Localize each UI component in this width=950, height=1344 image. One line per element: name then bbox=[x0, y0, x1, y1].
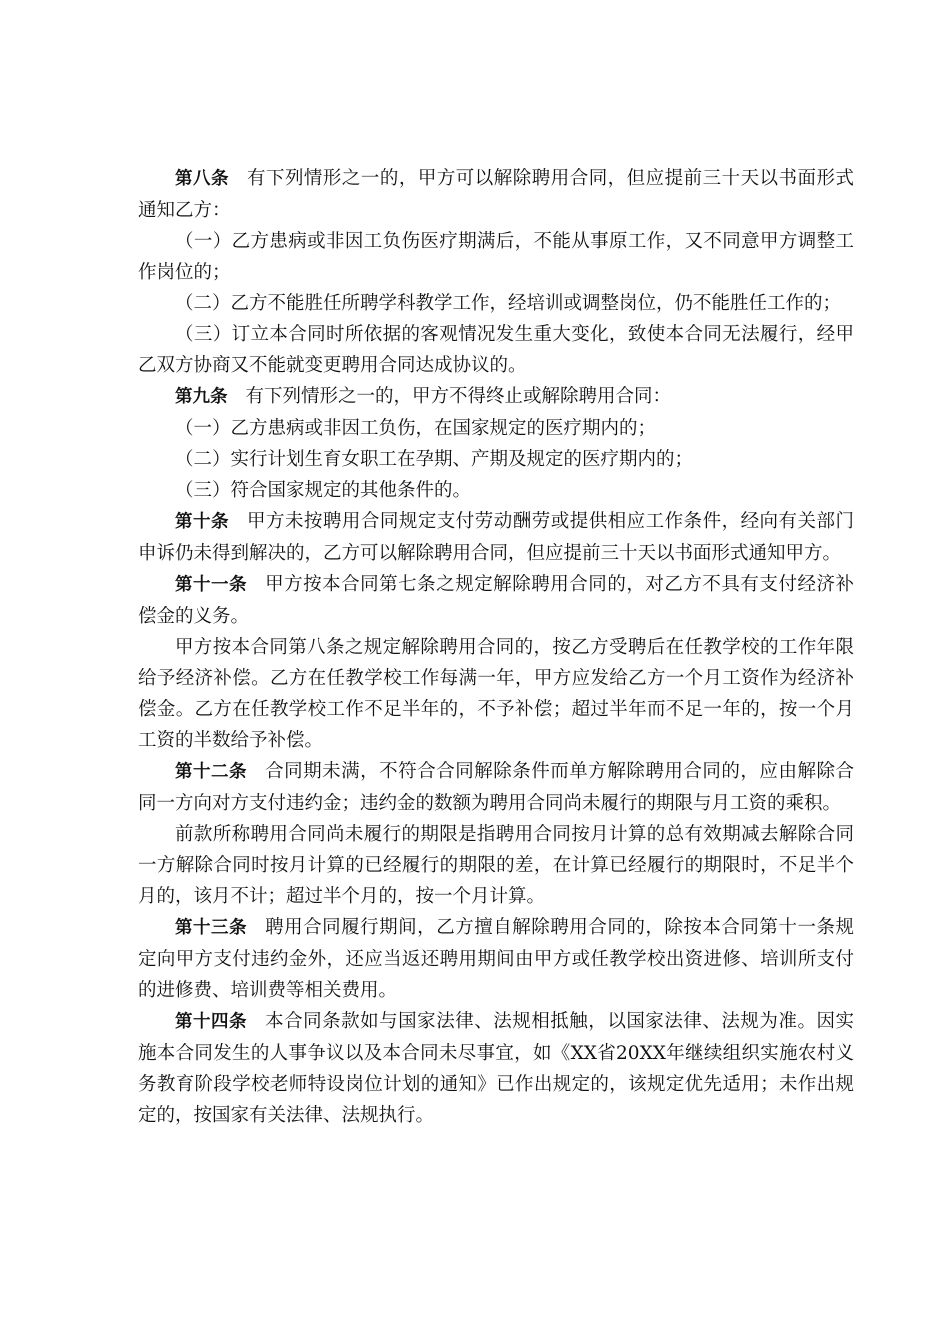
article-heading: 第十一条 bbox=[175, 575, 248, 595]
paragraph-text: 甲方未按聘用合同规定支付劳动酬劳或提供相应工作条件，经向有关部门申诉仍未得到解决的，乙方可以解除聘用合同，但应提前三十天以书面形式通知甲方。 bbox=[138, 511, 855, 564]
paragraph-text: 本合同条款如与国家法律、法规相抵触，以国家法律、法规为准。因实施本合同发生的人事争议以及本合同未尽事宜，如《XX省20XX年继续组织实施农村义务教育阶段学校老师特设岗位计划的通知》已作出规定的，该规定优先适用；未作出规定的，按国家有关法律、法规执行。 bbox=[138, 1011, 854, 1126]
paragraph-text: （二）实行计划生育女职工在孕期、产期及规定的医疗期内的； bbox=[175, 449, 694, 470]
article-12-para-2 bbox=[138, 819, 854, 912]
article-8-item-2 bbox=[138, 288, 854, 319]
article-heading: 第十四条 bbox=[175, 1012, 248, 1032]
article-10 bbox=[138, 506, 854, 569]
article-heading: 第九条 bbox=[175, 387, 228, 407]
article-11 bbox=[138, 569, 854, 632]
paragraph-text: 有下列情形之一的，甲方不得终止或解除聘用合同： bbox=[245, 386, 672, 407]
article-8-item-1 bbox=[138, 226, 854, 288]
article-12 bbox=[138, 756, 854, 819]
article-heading: 第十三条 bbox=[175, 918, 248, 938]
article-8-item-3 bbox=[138, 319, 854, 381]
article-9-item-1 bbox=[138, 413, 854, 444]
article-11-para-2 bbox=[138, 632, 854, 756]
article-heading: 第八条 bbox=[175, 169, 229, 189]
article-9-item-3 bbox=[138, 475, 854, 506]
article-heading: 第十条 bbox=[175, 512, 229, 532]
article-heading: 第十二条 bbox=[175, 762, 248, 782]
paragraph-text: 前款所称聘用合同尚未履行的期限是指聘用合同按月计算的总有效期减去解除合同一方解除合同时按月计算的已经履行的期限的差，在计算已经履行的期限时，不足半个月的，该月不计；超过半个月的，按一个月计算。 bbox=[138, 824, 854, 907]
paragraph-text: 合同期未满，不符合合同解除条件而单方解除聘用合同的，应由解除合同一方向对方支付违约金；违约金的数额为聘用合同尚未履行的期限与月工资的乘积。 bbox=[138, 761, 854, 814]
paragraph-text: 聘用合同履行期间，乙方擅自解除聘用合同的，除按本合同第十一条规定向甲方支付违约金外，还应当返还聘用期间由甲方或任教学校出资进修、培训所支付的进修费、培训费等相关费用。 bbox=[138, 917, 854, 1001]
paragraph-text: （一）乙方患病或非因工负伤，在国家规定的医疗期内的； bbox=[175, 418, 657, 439]
paragraph-text: （一）乙方患病或非因工负伤医疗期满后，不能从事原工作，又不同意甲方调整工作岗位的； bbox=[138, 231, 854, 283]
paragraph-text: 甲方按本合同第八条之规定解除聘用合同的，按乙方受聘后在任教学校的工作年限给予经济补偿。乙方在任教学校工作每满一年，甲方应发给乙方一个月工资作为经济补偿金。乙方在任教学校工作不足半年的，不予补偿；超过半年而不足一年的，按一个月工资的半数给予补偿。 bbox=[138, 637, 854, 751]
article-14 bbox=[138, 1006, 854, 1131]
article-9-item-2 bbox=[138, 444, 854, 475]
article-9 bbox=[138, 381, 854, 413]
paragraph-text: （三）订立本合同时所依据的客观情况发生重大变化，致使本合同无法履行，经甲乙双方协商又不能就变更聘用合同达成协议的。 bbox=[138, 324, 854, 376]
paragraph-text: （三）符合国家规定的其他条件的。 bbox=[175, 480, 472, 501]
paragraph-text: 有下列情形之一的，甲方可以解除聘用合同，但应提前三十天以书面形式通知乙方： bbox=[138, 168, 855, 221]
article-13 bbox=[138, 912, 854, 1006]
paragraph-text: （二）乙方不能胜任所聘学科教学工作，经培训或调整岗位，仍不能胜任工作的； bbox=[175, 293, 842, 314]
paragraph-text: 甲方按本合同第七条之规定解除聘用合同的，对乙方不具有支付经济补偿金的义务。 bbox=[138, 574, 854, 627]
document-page bbox=[138, 163, 854, 1131]
article-8 bbox=[138, 163, 854, 226]
